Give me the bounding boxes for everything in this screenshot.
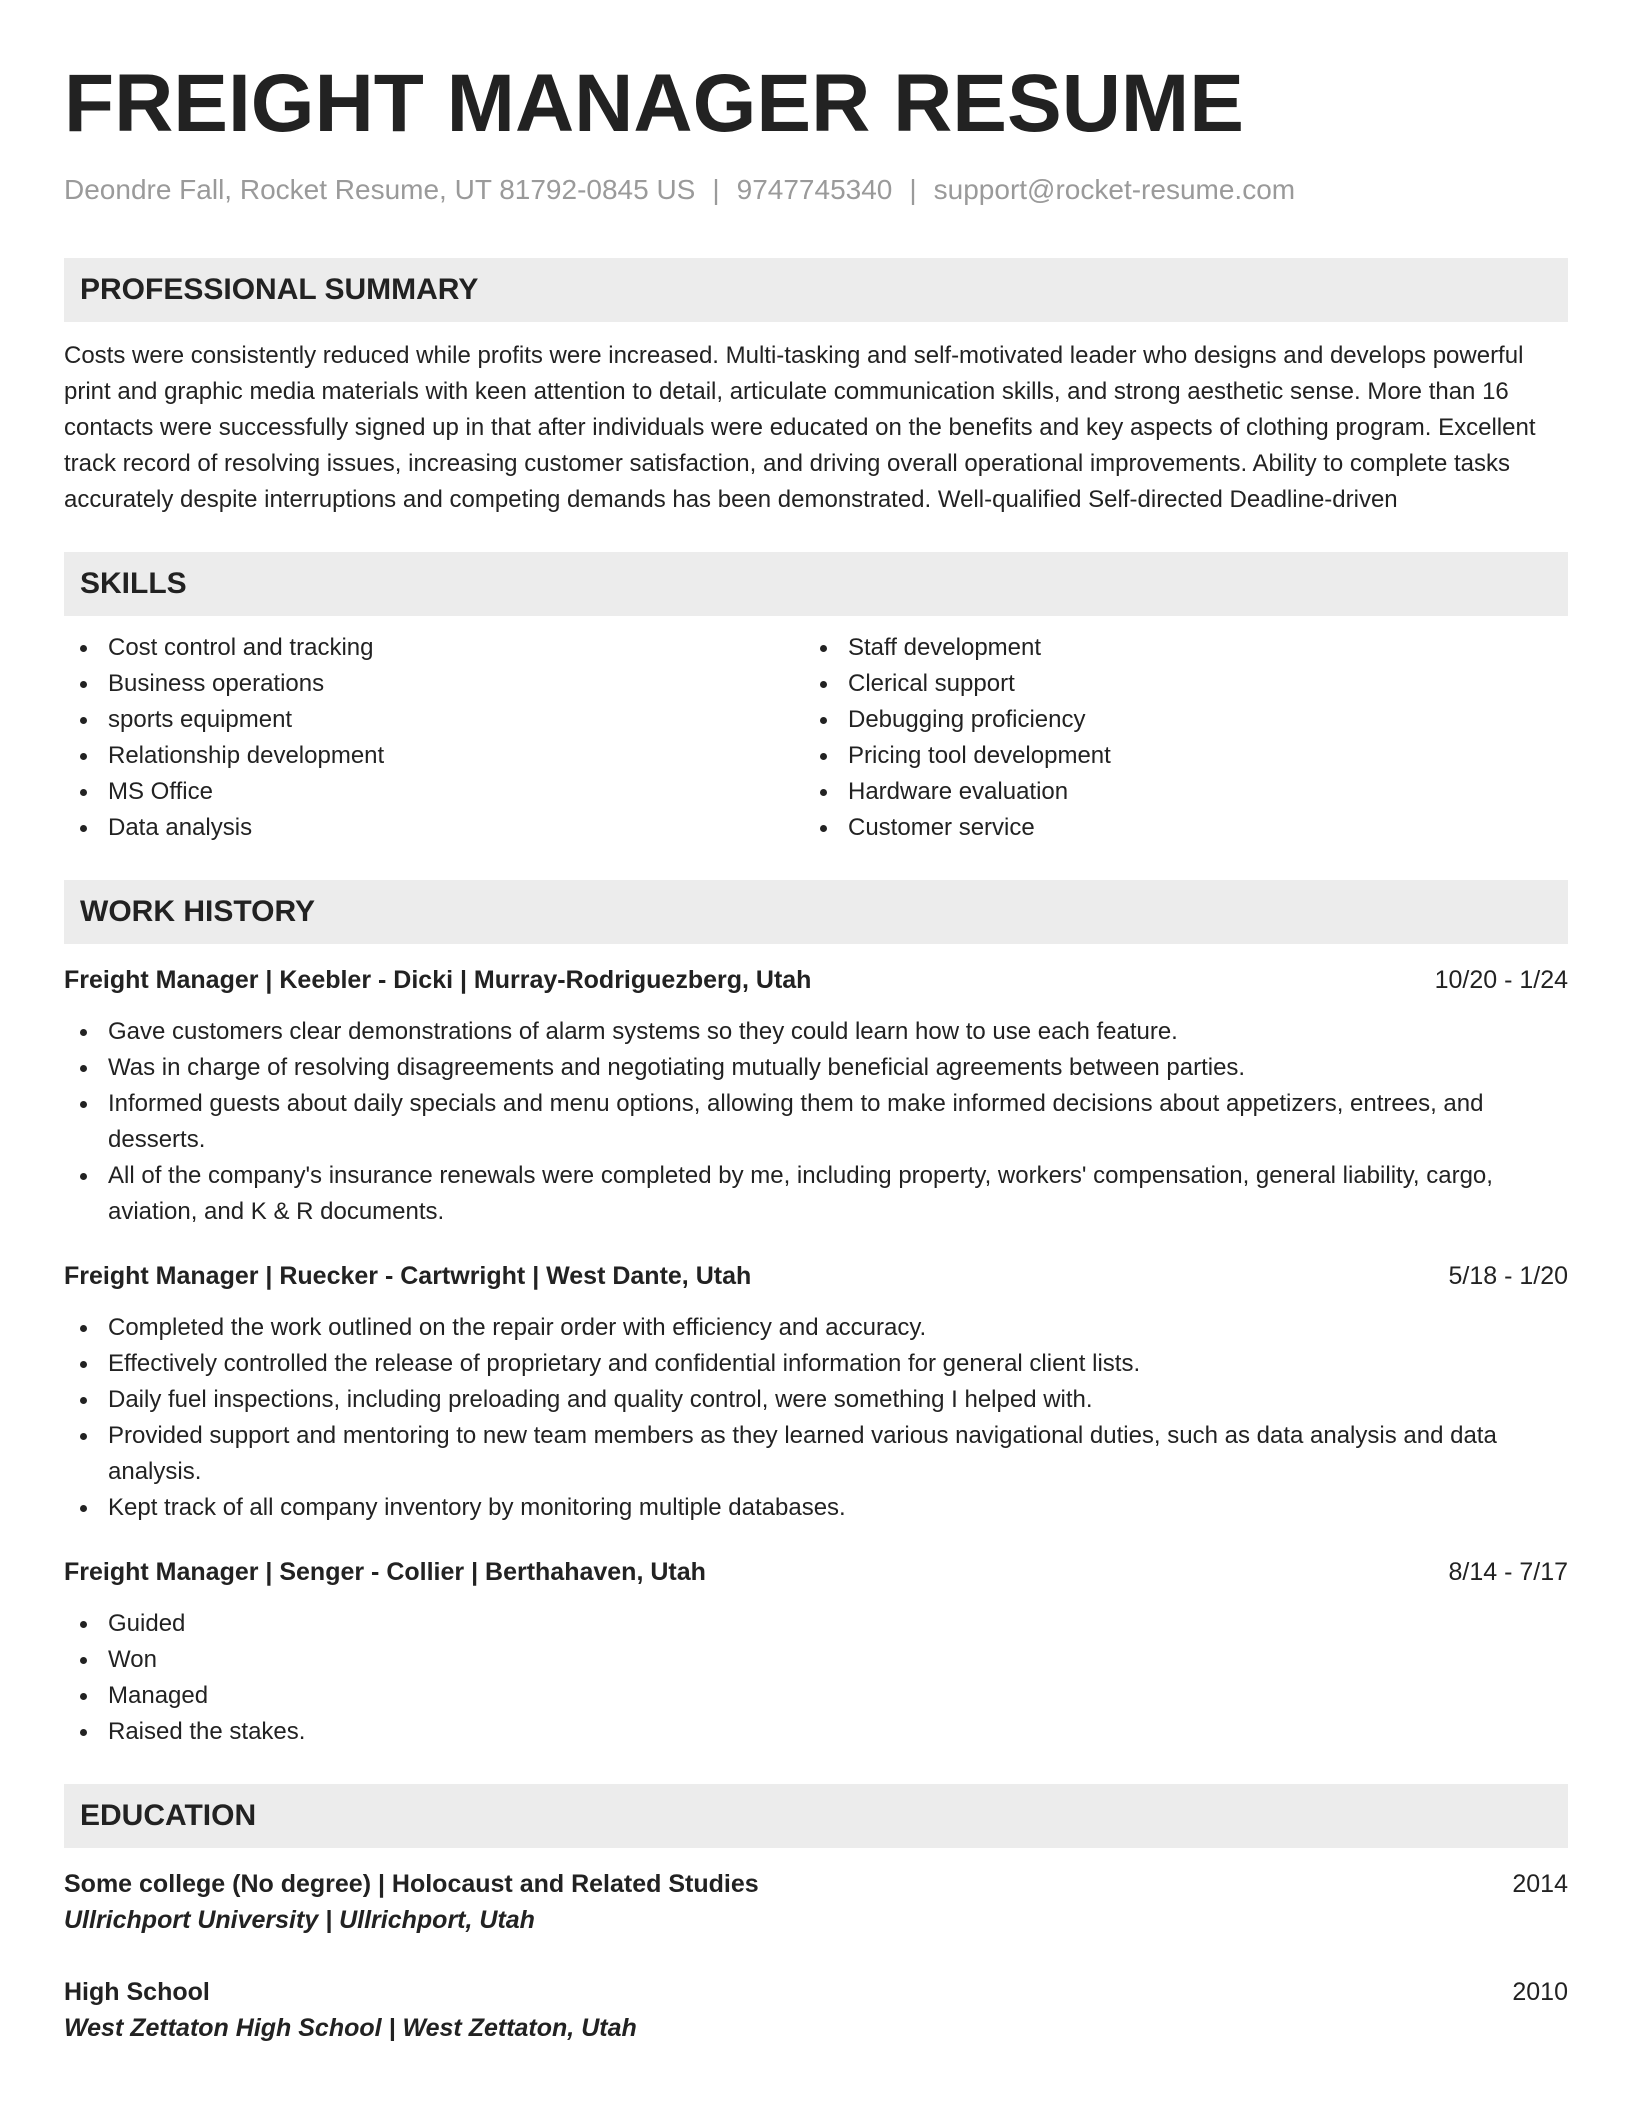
job-bullet: All of the company's insurance renewals were completed by me, including property, workers' compensation, general liability, cargo, aviation, and K & R documents. bbox=[64, 1158, 1568, 1230]
education-section bbox=[64, 1784, 1568, 2046]
skills-grid bbox=[64, 630, 1568, 846]
job-bullet: Completed the work outlined on the repair order with efficiency and accuracy. bbox=[64, 1310, 1568, 1346]
job-bullet: Effectively controlled the release of proprietary and confidential information for general client lists. bbox=[64, 1346, 1568, 1382]
job-bullets bbox=[64, 1606, 1568, 1750]
skills-section bbox=[64, 552, 1568, 846]
skill-item: Customer service bbox=[804, 810, 1544, 846]
skill-item: Debugging proficiency bbox=[804, 702, 1544, 738]
skill-item: Relationship development bbox=[64, 738, 804, 774]
skill-item: Staff development bbox=[804, 630, 1544, 666]
education-degree: Some college (No degree) | Holocaust and Related Studies bbox=[64, 1870, 759, 1898]
skills-left-column bbox=[64, 630, 804, 846]
education-entry bbox=[64, 1974, 1568, 2046]
job-dates: 5/18 - 1/20 bbox=[1448, 1262, 1568, 1290]
contact-phone: 9747745340 bbox=[736, 174, 893, 205]
skills-right-column bbox=[804, 630, 1544, 846]
job-title: Freight Manager | Ruecker - Cartwright | West Dante, Utah bbox=[64, 1262, 752, 1290]
job-bullet: Raised the stakes. bbox=[64, 1714, 1568, 1750]
education-header bbox=[64, 1866, 1568, 1902]
skill-item: Clerical support bbox=[804, 666, 1544, 702]
skill-item: Hardware evaluation bbox=[804, 774, 1544, 810]
skills-heading: SKILLS bbox=[64, 552, 1568, 616]
contact-email: support@rocket-resume.com bbox=[933, 174, 1296, 205]
job-bullet: Informed guests about daily specials and menu options, allowing them to make informed decisions about appetizers, entrees, and desserts. bbox=[64, 1086, 1568, 1158]
contact-line bbox=[64, 172, 1568, 208]
job-bullet: Provided support and mentoring to new team members as they learned various navigational duties, such as data analysis and data analysis. bbox=[64, 1418, 1568, 1490]
job-bullet: Kept track of all company inventory by monitoring multiple databases. bbox=[64, 1490, 1568, 1526]
job-dates: 8/14 - 7/17 bbox=[1448, 1558, 1568, 1586]
skill-item: MS Office bbox=[64, 774, 804, 810]
job-bullet: Daily fuel inspections, including preloading and quality control, were something I helped with. bbox=[64, 1382, 1568, 1418]
education-entry bbox=[64, 1866, 1568, 1938]
job-entry bbox=[64, 1554, 1568, 1750]
summary-section bbox=[64, 258, 1568, 518]
resume-title: FREIGHT MANAGER RESUME bbox=[64, 58, 1244, 149]
contact-address: Deondre Fall, Rocket Resume, UT 81792-0845 US bbox=[64, 174, 696, 205]
skill-item: sports equipment bbox=[64, 702, 804, 738]
job-dates: 10/20 - 1/24 bbox=[1434, 966, 1568, 994]
education-school: Ullrichport University | Ullrichport, Utah bbox=[64, 1906, 535, 1934]
job-bullet: Gave customers clear demonstrations of alarm systems so they could learn how to use each feature. bbox=[64, 1014, 1568, 1050]
skill-item: Business operations bbox=[64, 666, 804, 702]
job-header bbox=[64, 1554, 1568, 1590]
job-title: Freight Manager | Keebler - Dicki | Murray-Rodriguezberg, Utah bbox=[64, 966, 812, 994]
education-year: 2010 bbox=[1512, 1978, 1568, 2006]
job-header bbox=[64, 1258, 1568, 1294]
summary-heading: PROFESSIONAL SUMMARY bbox=[64, 258, 1568, 322]
job-bullet: Won bbox=[64, 1642, 1568, 1678]
skill-item: Data analysis bbox=[64, 810, 804, 846]
job-bullet: Managed bbox=[64, 1678, 1568, 1714]
job-entry bbox=[64, 1258, 1568, 1526]
job-bullets bbox=[64, 1310, 1568, 1526]
education-degree: High School bbox=[64, 1978, 210, 2006]
contact-separator: | bbox=[712, 174, 720, 205]
job-title: Freight Manager | Senger - Collier | Berthahaven, Utah bbox=[64, 1558, 706, 1586]
skill-item: Pricing tool development bbox=[804, 738, 1544, 774]
job-bullets bbox=[64, 1014, 1568, 1230]
job-entry bbox=[64, 962, 1568, 1230]
job-bullet: Guided bbox=[64, 1606, 1568, 1642]
education-header bbox=[64, 1974, 1568, 2010]
skill-item: Cost control and tracking bbox=[64, 630, 804, 666]
education-year: 2014 bbox=[1512, 1870, 1568, 1898]
summary-text: Costs were consistently reduced while profits were increased. Multi-tasking and self-motivated leader who designs and develops powerful print and graphic media materials with keen attention to detail, articulate communication skills, and strong aesthetic sense. More than 16 contacts were successfully signed up in that after individuals were educated on the benefits and key aspects of clothing program. Excellent track record of resolving issues, increasing customer satisfaction, and driving overall operational improvements. Ability to complete tasks accurately despite interruptions and competing demands has been demonstrated. Well-qualified Self-directed Deadline-driven bbox=[64, 342, 1536, 513]
education-school: West Zettaton High School | West Zettaton, Utah bbox=[64, 2014, 637, 2042]
job-bullet: Was in charge of resolving disagreements and negotiating mutually beneficial agreements between parties. bbox=[64, 1050, 1568, 1086]
work-history-heading: WORK HISTORY bbox=[64, 880, 1568, 944]
education-heading: EDUCATION bbox=[64, 1784, 1568, 1848]
contact-separator: | bbox=[909, 174, 917, 205]
work-history-section bbox=[64, 880, 1568, 1750]
job-header bbox=[64, 962, 1568, 998]
